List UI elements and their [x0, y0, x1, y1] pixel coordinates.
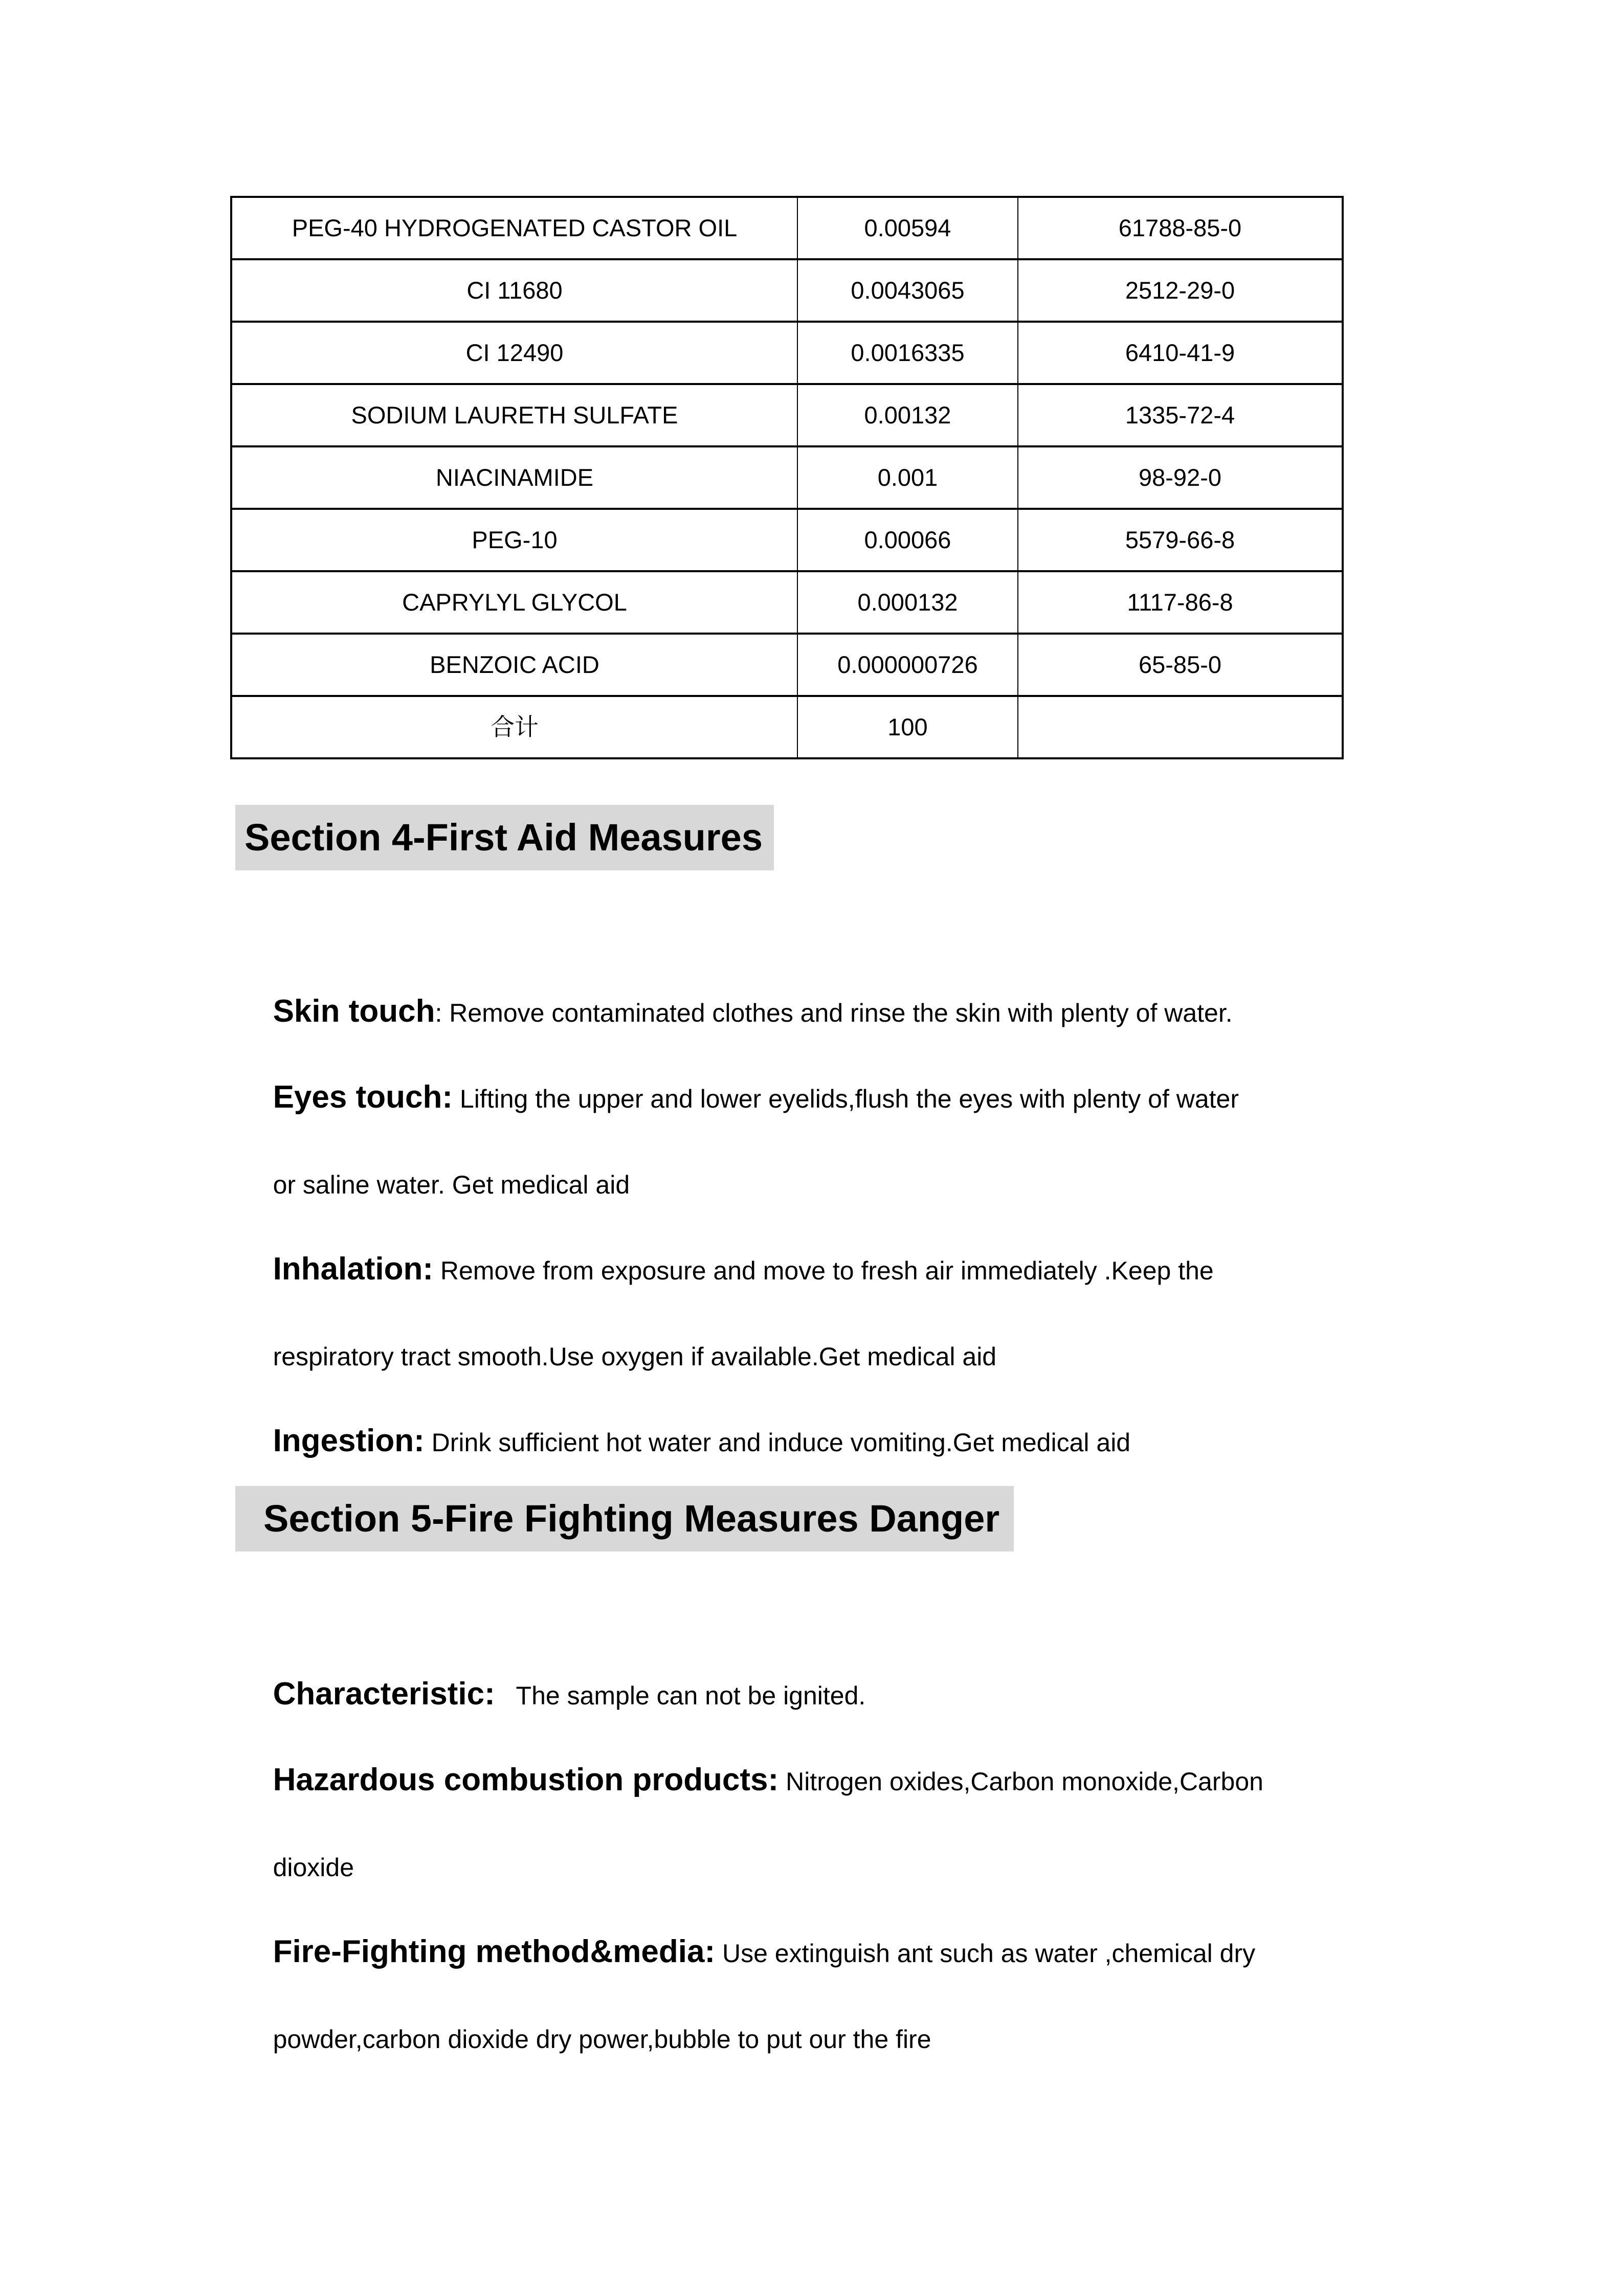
section5-line-hazardous-products [244, 1651, 1263, 1797]
section4-line-ingestion [244, 1312, 1131, 1458]
ingredient-cas-cell: 1117-86-8 [1018, 571, 1343, 634]
ingredient-percent-cell: 0.000000726 [797, 634, 1018, 696]
composition-table [230, 196, 1344, 759]
ingredient-name-cell: SODIUM LAURETH SULFATE [231, 384, 797, 446]
table-row [231, 384, 1343, 446]
skin-touch-label: Skin touch [273, 994, 435, 1029]
total-percent-cell: 100 [797, 696, 1018, 758]
section5-line-hazardous-products-cont [244, 1737, 354, 1882]
table-row [231, 634, 1343, 696]
characteristic-label: Characteristic: [273, 1676, 495, 1712]
table-row [231, 571, 1343, 634]
section4-line-inhalation [244, 1140, 1214, 1287]
section4-line-eyes-touch-cont [244, 1054, 630, 1199]
ingredient-name-cell: NIACINAMIDE [231, 446, 797, 509]
fire-fighting-method-text-cont: powder,carbon dioxide dry power,bubble to put our the fire [273, 2025, 931, 2054]
table-row [231, 446, 1343, 509]
inhalation-label: Inhalation: [273, 1251, 433, 1287]
table-row [231, 322, 1343, 384]
ingredient-name-cell: CI 12490 [231, 322, 797, 384]
ingredient-percent-cell: 0.00066 [797, 509, 1018, 571]
section4-heading: Section 4-First Aid Measures [235, 805, 774, 870]
section5-line-fire-fighting-method-cont [244, 1909, 931, 2054]
ingredient-percent-cell: 0.00132 [797, 384, 1018, 446]
table-row [231, 197, 1343, 259]
ingredient-percent-cell: 0.001 [797, 446, 1018, 509]
hazardous-products-text: Nitrogen oxides,Carbon monoxide,Carbon [778, 1767, 1263, 1796]
skin-touch-text: : Remove contaminated clothes and rinse the skin with plenty of water. [435, 999, 1233, 1027]
ingredient-name-cell: CAPRYLYL GLYCOL [231, 571, 797, 634]
section4-line-inhalation-cont [244, 1226, 997, 1371]
fire-fighting-method-label: Fire-Fighting method&media: [273, 1934, 716, 1969]
ingredient-name-cell: PEG-40 HYDROGENATED CASTOR OIL [231, 197, 797, 259]
ingredient-name-cell: PEG-10 [231, 509, 797, 571]
table-row-total [231, 696, 1343, 758]
section5-line-characteristic [244, 1565, 866, 1712]
eyes-touch-text: Lifting the upper and lower eyelids,flush the eyes with plenty of water [453, 1085, 1239, 1113]
total-cas-cell [1018, 696, 1343, 758]
fire-fighting-method-text: Use extinguish ant such as water ,chemical dry [715, 1939, 1256, 1968]
ingredient-name-cell: BENZOIC ACID [231, 634, 797, 696]
ingredient-name-cell: CI 11680 [231, 259, 797, 322]
ingestion-text: Drink sufficient hot water and induce vomiting.Get medical aid [424, 1428, 1131, 1457]
inhalation-text-cont: respiratory tract smooth.Use oxygen if available.Get medical aid [273, 1342, 997, 1371]
ingredient-cas-cell: 5579-66-8 [1018, 509, 1343, 571]
hazardous-products-text-cont: dioxide [273, 1853, 354, 1882]
ingredient-cas-cell: 6410-41-9 [1018, 322, 1343, 384]
ingredient-cas-cell: 1335-72-4 [1018, 384, 1343, 446]
characteristic-text: The sample can not be ignited. [495, 1681, 866, 1710]
ingredient-cas-cell: 2512-29-0 [1018, 259, 1343, 322]
ingredient-cas-cell: 98-92-0 [1018, 446, 1343, 509]
hazardous-products-label: Hazardous combustion products: [273, 1762, 779, 1797]
eyes-touch-label: Eyes touch: [273, 1079, 453, 1115]
ingredient-percent-cell: 0.0016335 [797, 322, 1018, 384]
ingredient-cas-cell: 61788-85-0 [1018, 197, 1343, 259]
ingredient-percent-cell: 0.00594 [797, 197, 1018, 259]
table-row [231, 509, 1343, 571]
section5-line-fire-fighting-method [244, 1823, 1256, 1969]
section5-heading: Section 5-Fire Fighting Measures Danger [235, 1486, 1014, 1551]
section4-line-skin-touch [244, 883, 1233, 1029]
inhalation-text: Remove from exposure and move to fresh air immediately .Keep the [433, 1256, 1214, 1285]
total-label-cell: 合计 [231, 696, 797, 758]
section4-line-eyes-touch [244, 969, 1239, 1115]
ingestion-label: Ingestion: [273, 1423, 425, 1458]
ingredient-cas-cell: 65-85-0 [1018, 634, 1343, 696]
eyes-touch-text-cont: or saline water. Get medical aid [273, 1170, 630, 1199]
ingredient-percent-cell: 0.000132 [797, 571, 1018, 634]
ingredient-percent-cell: 0.0043065 [797, 259, 1018, 322]
table-row [231, 259, 1343, 322]
